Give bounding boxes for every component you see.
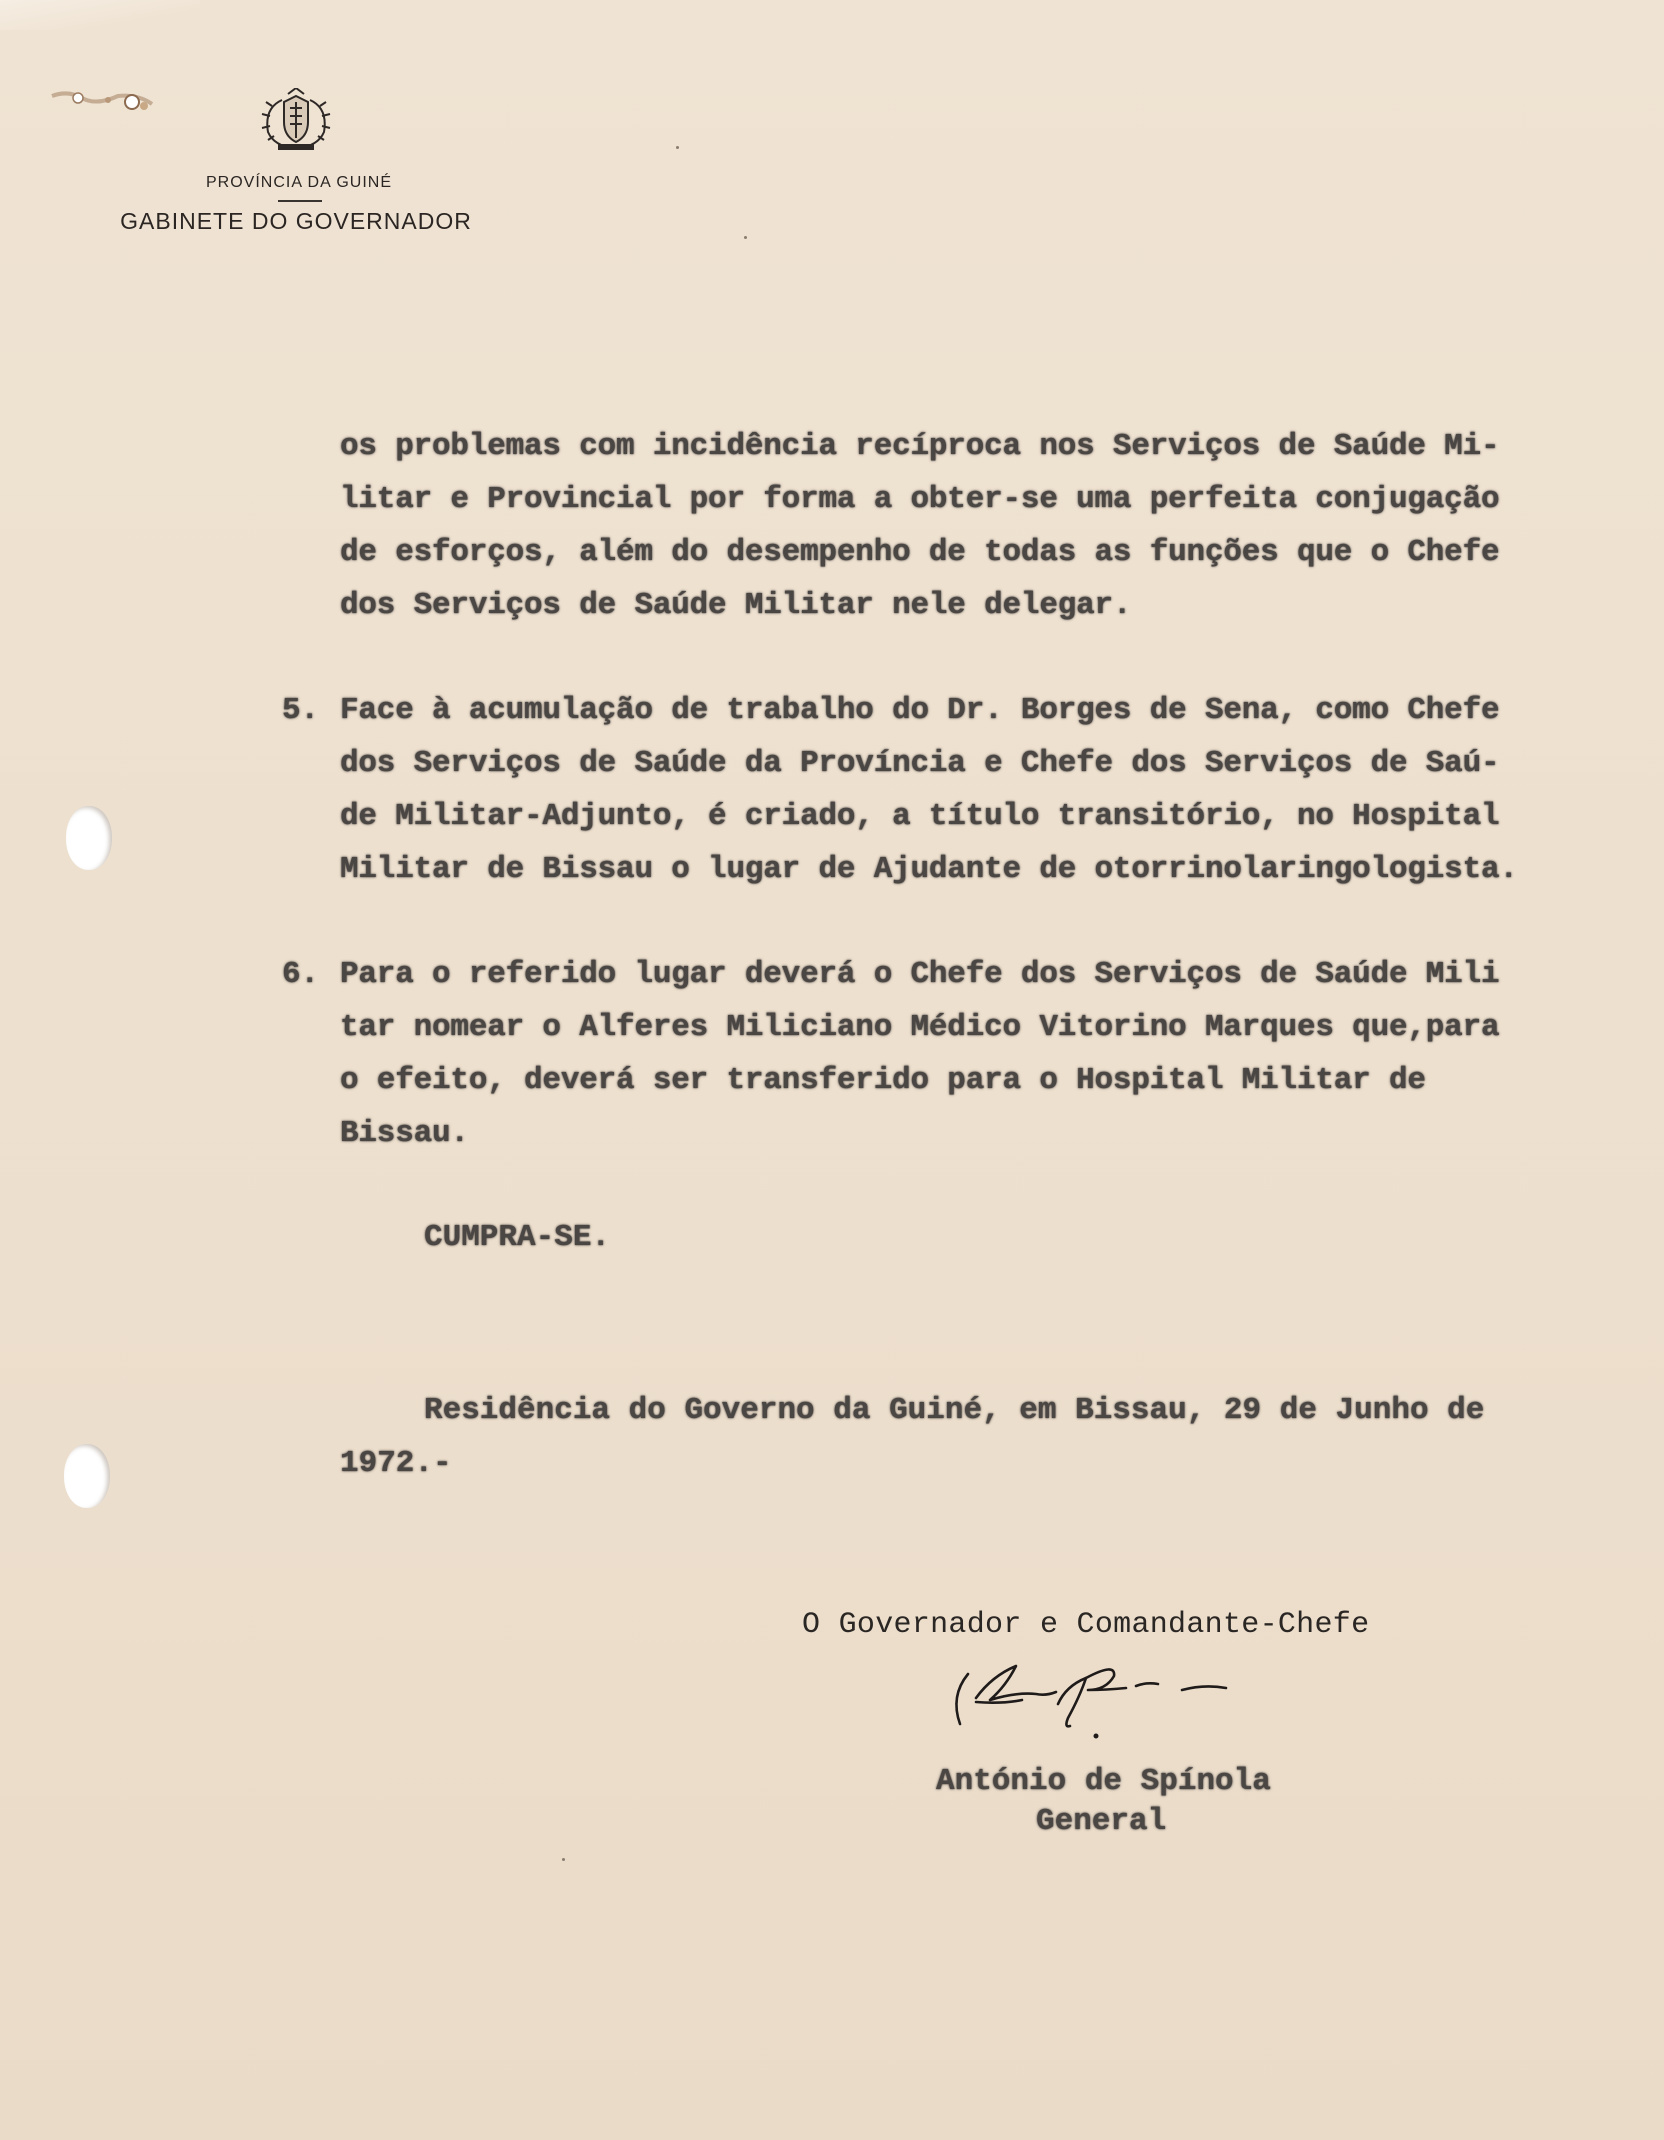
signer-block (880, 1762, 1380, 1842)
text-line: litar e Provincial por forma a obter-se uma perfeita conjugação (340, 482, 1500, 517)
letterhead-divider (278, 200, 322, 202)
province-name: PROVÍNCIA DA GUINÉ (205, 174, 393, 191)
punch-hole (64, 1444, 110, 1508)
place-and-date (340, 1384, 1630, 1490)
text-line: de esforços, além do desempenho de todas as funções que o Chefe (340, 535, 1500, 570)
paragraph-number: 6. (282, 957, 319, 992)
paper-speck (562, 1858, 565, 1861)
signer-name: António de Spínola (936, 1764, 1271, 1799)
text-line: Bissau. (340, 1116, 469, 1151)
signatory-title: O Governador e Comandante-Chefe (802, 1608, 1370, 1642)
text-line: de Militar-Adjunto, é criado, a título transitório, no Hospital (340, 799, 1500, 834)
text-line: dos Serviços de Saúde Militar nele delegar. (340, 588, 1132, 623)
paper-speck (744, 236, 747, 239)
letter-body (282, 420, 1630, 1160)
place-date-line: Residência do Governo da Guiné, em Bissau, 29 de Junho de (424, 1393, 1485, 1428)
text-line: os problemas com incidência recíproca nos Serviços de Saúde Mi- (340, 429, 1500, 464)
letterhead (96, 88, 496, 235)
place-date-line: 1972.- (340, 1446, 452, 1481)
text-line: o efeito, deverá ser transferido para o Hospital Militar de (340, 1063, 1426, 1098)
handwritten-signature (946, 1656, 1266, 1746)
command-line: CUMPRA-SE. (424, 1220, 611, 1255)
coat-of-arms-icon (254, 88, 338, 154)
numbered-paragraph-6 (282, 948, 1630, 1160)
paper-corner (0, 0, 200, 30)
paper-speck (676, 146, 679, 149)
text-line: Militar de Bissau o lugar de Ajudante de otorrinolaringologista. (340, 852, 1518, 887)
office-name: GABINETE DO GOVERNADOR (120, 208, 472, 234)
signer-rank: General (1036, 1804, 1167, 1839)
numbered-paragraph-5 (282, 684, 1630, 896)
paragraph-number: 5. (282, 693, 319, 728)
text-line: Para o referido lugar deverá o Chefe dos Serviços de Saúde Mili (340, 957, 1500, 992)
punch-hole (66, 806, 112, 870)
text-line: Face à acumulação de trabalho do Dr. Borges de Sena, como Chefe (340, 693, 1500, 728)
text-line: tar nomear o Alferes Miliciano Médico Vitorino Marques que,para (340, 1010, 1500, 1045)
text-line: dos Serviços de Saúde da Província e Chefe dos Serviços de Saú- (340, 746, 1500, 781)
continuation-paragraph (340, 420, 1630, 632)
